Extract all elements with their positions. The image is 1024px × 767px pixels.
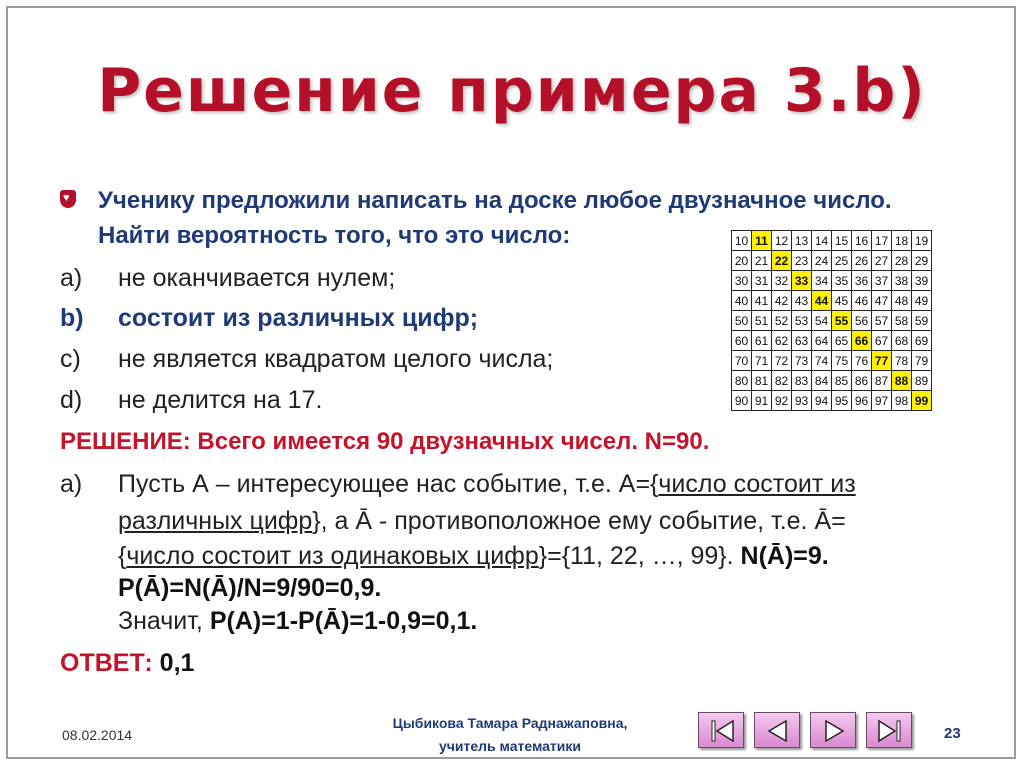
step-text: Значит, xyxy=(118,607,210,635)
grid-row xyxy=(732,291,932,311)
grid-cell: 73 xyxy=(792,351,812,371)
step-line-5 xyxy=(118,607,477,636)
step-bold: N(Ā)=9. xyxy=(740,542,829,570)
grid-cell: 63 xyxy=(792,331,812,351)
grid-cell: 77 xyxy=(872,351,892,371)
first-slide-button[interactable] xyxy=(698,712,744,748)
grid-cell: 18 xyxy=(892,231,912,251)
step-bold: P(A)=1-P(Ā)=1-0,9=0,1. xyxy=(209,607,478,635)
grid-cell: 97 xyxy=(872,391,892,411)
footer-date: 08.02.2014 xyxy=(62,727,133,743)
grid-cell: 62 xyxy=(772,331,792,351)
grid-cell: 52 xyxy=(772,311,792,331)
grid-cell: 76 xyxy=(852,351,872,371)
grid-cell: 71 xyxy=(752,351,772,371)
grid-row xyxy=(732,271,932,291)
grid-cell: 16 xyxy=(852,231,872,251)
grid-cell: 21 xyxy=(752,251,772,271)
step-text: Пусть А – интересующее нас событие, т.е. А={ xyxy=(118,470,659,498)
grid-row xyxy=(732,351,932,371)
step-line-4: P(Ā)=N(Ā)/N=9/90=0,9. xyxy=(118,574,382,602)
grid-cell: 60 xyxy=(732,331,752,351)
grid-cell: 19 xyxy=(912,231,932,251)
grid-cell: 84 xyxy=(812,371,832,391)
item-text: не оканчивается нулем; xyxy=(118,264,396,292)
grid-cell: 57 xyxy=(872,311,892,331)
grid-cell: 36 xyxy=(852,271,872,291)
grid-cell: 80 xyxy=(732,371,752,391)
item-label: a) xyxy=(60,264,83,292)
grid-cell: 55 xyxy=(832,311,852,331)
grid-cell: 25 xyxy=(832,251,852,271)
grid-cell: 35 xyxy=(832,271,852,291)
grid-cell: 30 xyxy=(732,271,752,291)
grid-cell: 70 xyxy=(732,351,752,371)
step-text: }={11, 22, …, 99}. xyxy=(538,542,741,570)
grid-cell: 46 xyxy=(852,291,872,311)
grid-cell: 68 xyxy=(892,331,912,351)
triangle-left-icon xyxy=(755,713,801,749)
grid-cell: 44 xyxy=(812,291,832,311)
grid-cell: 42 xyxy=(772,291,792,311)
grid-cell: 12 xyxy=(772,231,792,251)
page-number: 23 xyxy=(944,725,961,742)
grid-cell: 83 xyxy=(792,371,812,391)
grid-cell: 78 xyxy=(892,351,912,371)
step-underlined: число состоит из xyxy=(658,470,856,498)
item-a xyxy=(60,264,395,293)
task-line-2: Найти вероятность того, что это число: xyxy=(98,222,571,249)
grid-cell: 20 xyxy=(732,251,752,271)
grid-cell: 59 xyxy=(912,311,932,331)
grid-cell: 23 xyxy=(792,251,812,271)
grid-cell: 13 xyxy=(792,231,812,251)
step-underlined: различных цифр xyxy=(118,507,313,535)
solution-text: Всего имеется 90 двузначных чисел. N=90. xyxy=(197,428,710,455)
grid-cell: 48 xyxy=(892,291,912,311)
grid-row xyxy=(732,231,932,251)
bullet-icon xyxy=(60,190,76,208)
solution-label: РЕШЕНИЕ: xyxy=(60,428,191,455)
grid-cell: 82 xyxy=(772,371,792,391)
grid-cell: 17 xyxy=(872,231,892,251)
grid-cell: 15 xyxy=(832,231,852,251)
grid-cell: 37 xyxy=(872,271,892,291)
grid-cell: 93 xyxy=(792,391,812,411)
step-line-1 xyxy=(60,470,856,499)
grid-cell: 10 xyxy=(732,231,752,251)
grid-cell: 28 xyxy=(892,251,912,271)
item-label: c) xyxy=(60,345,81,373)
task-line-1: Ученику предложили написать на доске любое двузначное число. xyxy=(98,187,892,214)
grid-row xyxy=(732,251,932,271)
grid-cell: 79 xyxy=(912,351,932,371)
grid-cell: 89 xyxy=(912,371,932,391)
grid-cell: 75 xyxy=(832,351,852,371)
grid-cell: 87 xyxy=(872,371,892,391)
solution-line xyxy=(60,428,709,456)
grid-cell: 32 xyxy=(772,271,792,291)
grid-cell: 67 xyxy=(872,331,892,351)
grid-cell: 96 xyxy=(852,391,872,411)
answer-value: 0,1 xyxy=(152,649,195,677)
grid-cell: 88 xyxy=(892,371,912,391)
item-label: b) xyxy=(60,304,84,332)
prev-slide-button[interactable] xyxy=(754,712,800,748)
grid-cell: 11 xyxy=(752,231,772,251)
skip-back-icon xyxy=(699,713,745,749)
item-text: состоит из различных цифр; xyxy=(118,304,479,332)
grid-cell: 94 xyxy=(812,391,832,411)
answer-line xyxy=(60,649,194,678)
grid-cell: 29 xyxy=(912,251,932,271)
slide-title: Решение примера 3.b) xyxy=(97,56,927,126)
grid-row xyxy=(732,391,932,411)
grid-cell: 38 xyxy=(892,271,912,291)
grid-cell: 45 xyxy=(832,291,852,311)
grid-cell: 95 xyxy=(832,391,852,411)
grid-cell: 40 xyxy=(732,291,752,311)
grid-cell: 56 xyxy=(852,311,872,331)
last-slide-button[interactable] xyxy=(866,712,912,748)
next-slide-button[interactable] xyxy=(810,712,856,748)
grid-cell: 51 xyxy=(752,311,772,331)
grid-cell: 53 xyxy=(792,311,812,331)
grid-cell: 54 xyxy=(812,311,832,331)
grid-cell: 72 xyxy=(772,351,792,371)
grid-cell: 64 xyxy=(812,331,832,351)
step-text: { xyxy=(118,542,127,570)
grid-cell: 61 xyxy=(752,331,772,351)
item-c xyxy=(60,345,553,374)
triangle-right-icon xyxy=(811,713,857,749)
grid-row xyxy=(732,331,932,351)
grid-cell: 91 xyxy=(752,391,772,411)
footer-author xyxy=(330,712,690,758)
grid-cell: 50 xyxy=(732,311,752,331)
grid-cell: 92 xyxy=(772,391,792,411)
grid-cell: 98 xyxy=(892,391,912,411)
item-label: d) xyxy=(60,386,83,414)
step-label: a) xyxy=(60,470,83,498)
number-grid xyxy=(731,230,932,411)
grid-cell: 24 xyxy=(812,251,832,271)
step-line-3 xyxy=(118,542,829,571)
item-text: не делится на 17. xyxy=(118,386,323,414)
step-underlined: число состоит из одинаковых цифр xyxy=(126,542,539,570)
item-b xyxy=(60,304,478,333)
grid-cell: 43 xyxy=(792,291,812,311)
grid-cell: 39 xyxy=(912,271,932,291)
grid-cell: 99 xyxy=(912,391,932,411)
grid-cell: 58 xyxy=(892,311,912,331)
grid-cell: 27 xyxy=(872,251,892,271)
grid-cell: 74 xyxy=(812,351,832,371)
item-text: не является квадратом целого числа; xyxy=(118,345,554,373)
grid-cell: 86 xyxy=(852,371,872,391)
grid-row xyxy=(732,311,932,331)
step-line-2 xyxy=(118,507,846,536)
grid-cell: 47 xyxy=(872,291,892,311)
answer-label: ОТВЕТ: xyxy=(60,649,153,677)
step-text: }, а Ā - противоположное ему событие, т.е. Ā= xyxy=(312,507,846,535)
skip-forward-icon xyxy=(867,713,913,749)
grid-cell: 22 xyxy=(772,251,792,271)
grid-cell: 31 xyxy=(752,271,772,291)
grid-cell: 90 xyxy=(732,391,752,411)
grid-cell: 69 xyxy=(912,331,932,351)
author-name: Цыбикова Тамара Раднажаповна, xyxy=(392,715,628,731)
author-role: учитель математики xyxy=(438,738,581,754)
grid-cell: 66 xyxy=(852,331,872,351)
item-d xyxy=(60,386,322,415)
grid-cell: 34 xyxy=(812,271,832,291)
grid-cell: 14 xyxy=(812,231,832,251)
grid-cell: 85 xyxy=(832,371,852,391)
grid-cell: 26 xyxy=(852,251,872,271)
grid-cell: 81 xyxy=(752,371,772,391)
grid-cell: 41 xyxy=(752,291,772,311)
grid-cell: 65 xyxy=(832,331,852,351)
grid-row xyxy=(732,371,932,391)
grid-cell: 49 xyxy=(912,291,932,311)
grid-cell: 33 xyxy=(792,271,812,291)
